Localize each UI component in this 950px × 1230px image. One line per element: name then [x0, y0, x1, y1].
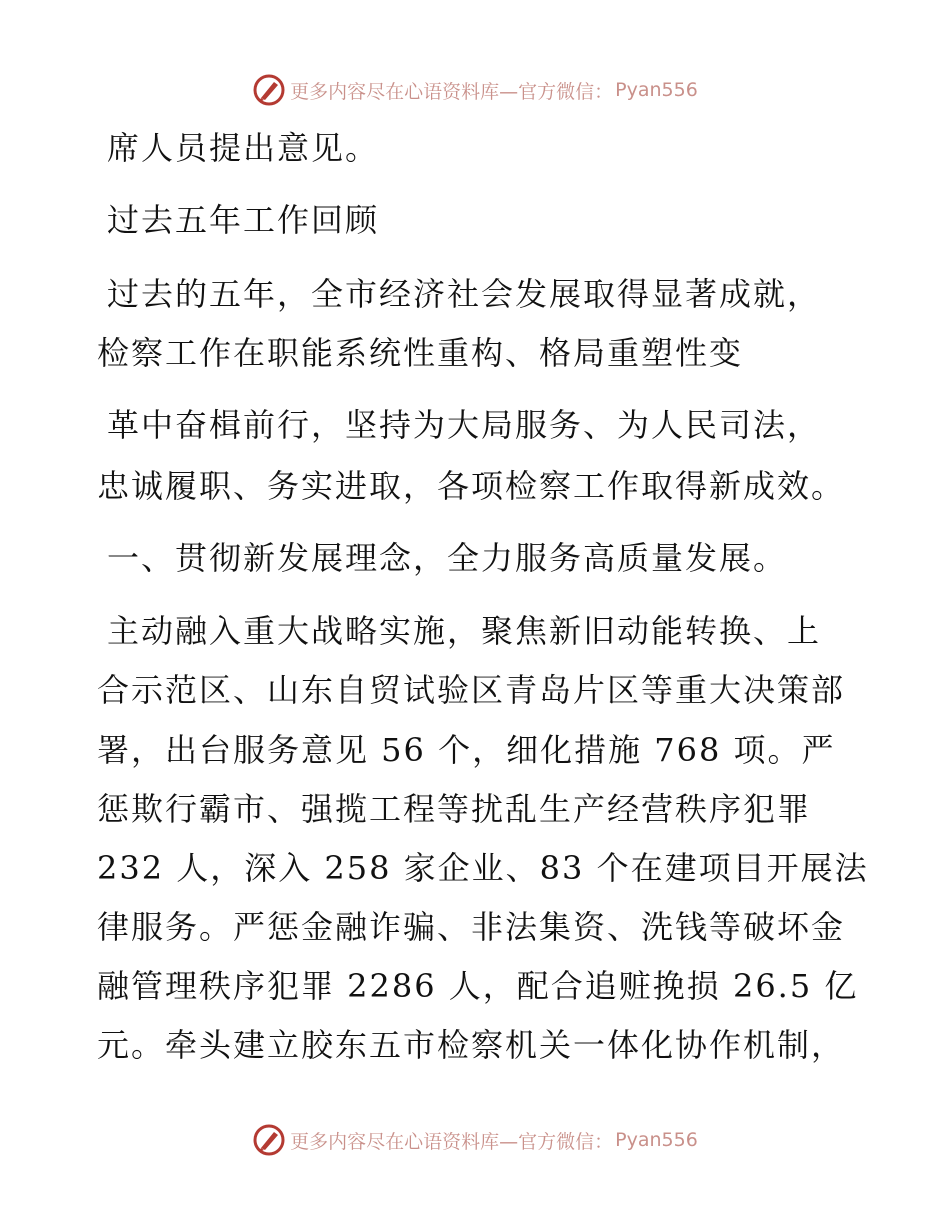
text-line: 惩欺行霸市、强揽工程等扰乱生产经营秩序犯罪 — [97, 790, 812, 828]
text-line: 融管理秩序犯罪 2286 人，配合追赃挽损 26.5 亿 — [97, 967, 859, 1005]
text-line: 律服务。严惩金融诈骗、非法集资、洗钱等破坏金 — [97, 908, 846, 946]
watermark-text: 更多内容尽在心语资料库—官方微信： — [290, 80, 614, 103]
section-heading: 过去五年工作回顾 — [107, 201, 380, 239]
text-line: 合示范区、山东自贸试验区青岛片区等重大决策部 — [97, 671, 846, 709]
text-line: 元。牵头建立胶东五市检察机关一体化协作机制， — [97, 1026, 846, 1064]
text-line: 革中奋楫前行，坚持为大局服务、为人民司法， — [107, 406, 822, 444]
text-line: 席人员提出意见。 — [107, 129, 380, 167]
watermark-account: Pyan556 — [615, 1129, 698, 1151]
text-line: 主动融入重大战略实施，聚焦新旧动能转换、上 — [107, 612, 822, 650]
pen-logo-icon — [252, 73, 286, 107]
text-line: 过去的五年，全市经济社会发展取得显著成就， — [107, 275, 822, 313]
watermark-account: Pyan556 — [615, 79, 698, 101]
watermark-text: 更多内容尽在心语资料库—官方微信： — [290, 1130, 614, 1153]
watermark-footer — [0, 1120, 950, 1160]
text-line: 232 人，深入 258 家企业、83 个在建项目开展法 — [97, 849, 869, 887]
text-line: 忠诚履职、务实进取，各项检察工作取得新成效。 — [97, 467, 846, 505]
section-heading: 一、贯彻新发展理念，全力服务高质量发展。 — [107, 539, 788, 577]
text-line: 署，出台服务意见 56 个，细化措施 768 项。严 — [97, 731, 836, 769]
pen-logo-icon — [252, 1123, 286, 1157]
text-line: 检察工作在职能系统性重构、格局重塑性变 — [97, 334, 744, 372]
watermark-header — [0, 70, 950, 110]
